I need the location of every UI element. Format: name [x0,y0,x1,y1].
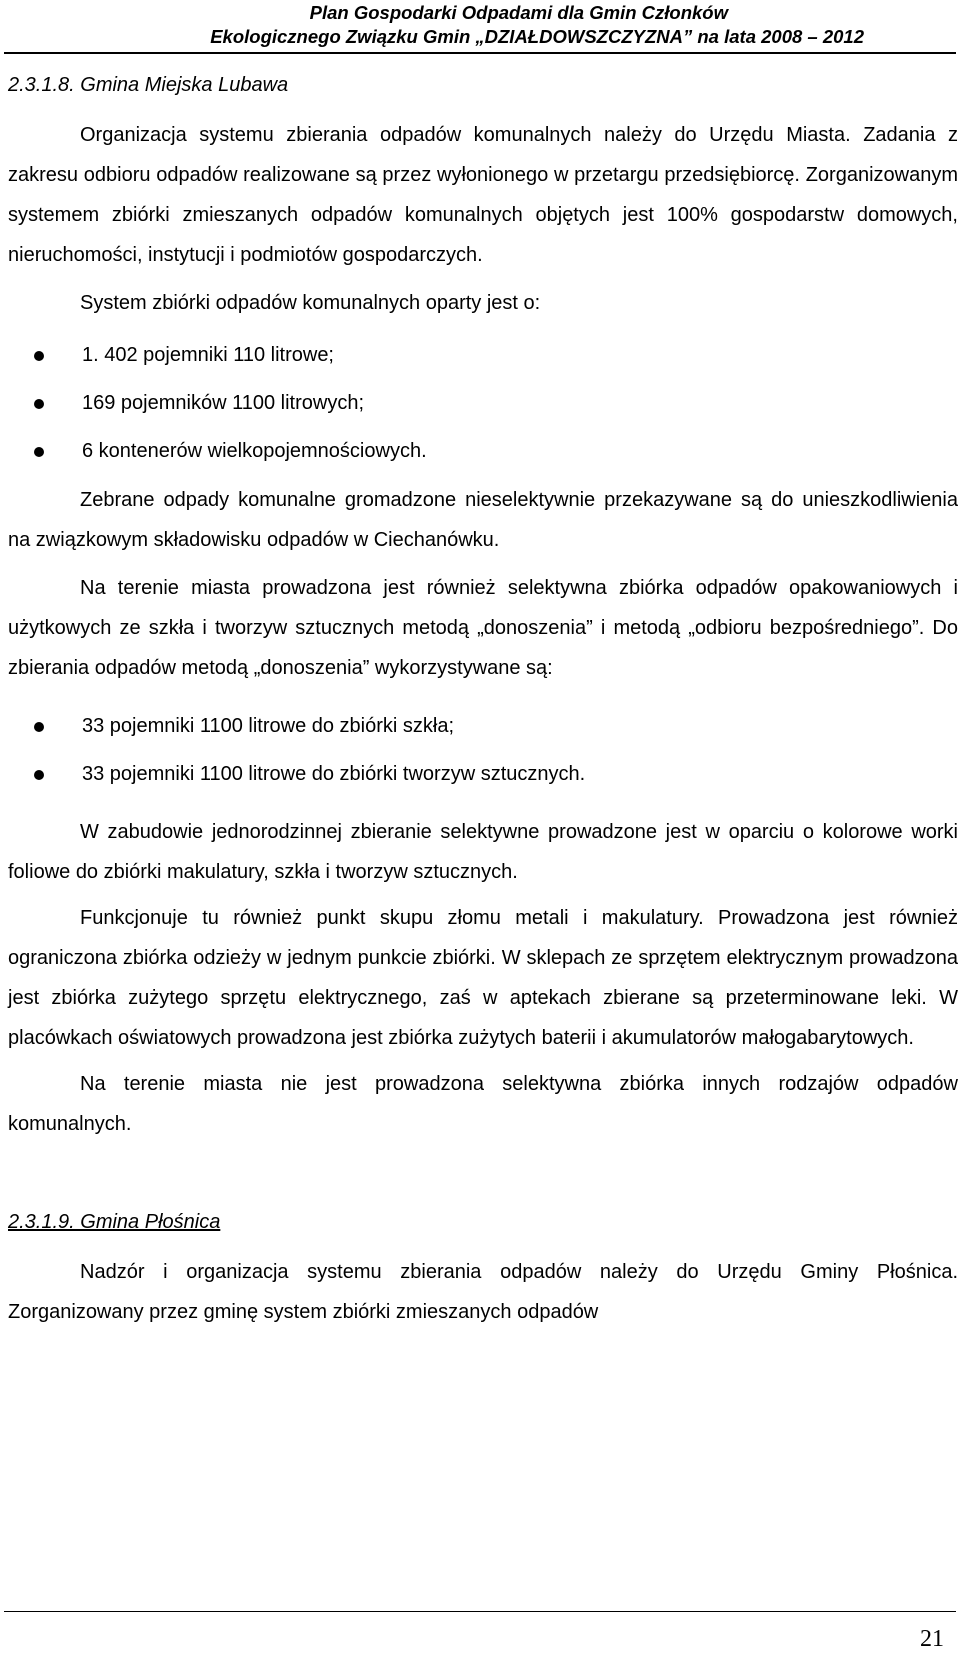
list-item-text: 6 kontenerów wielkopojemnościowych. [82,440,427,462]
list-item [8,379,958,427]
list-item [8,750,958,798]
list-item-text: 33 pojemniki 1100 litrowe do zbiórki szkła; [82,715,455,737]
page-number: 21 [920,1626,944,1652]
paragraph-selective-collection: Na terenie miasta prowadzona jest również selektywna zbiórka odpadów opakowaniowych i użytkowych ze szkła i tworzyw sztucznych metodą „donoszenia” i metodą „odbioru bezpośredniego”. Do zbierania odpadów metodą „donoszenia” wykorzystywane są: [8,577,958,679]
section-title-lubawa: 2.3.1.8. Gmina Miejska Lubawa [8,74,289,96]
list-item [8,702,958,750]
list-item [8,331,958,379]
header-divider [4,52,956,54]
bullet-icon [34,399,44,409]
paragraph-plosnica: Nadzór i organizacja systemu zbierania odpadów należy do Urzędu Gminy Płośnica. Zorganizowany przez gminę system zbiórki zmieszanych odpadów [8,1261,958,1323]
list-item-text: 169 pojemników 1100 litrowych; [82,392,365,414]
container-list [8,331,958,475]
page-header [0,0,960,56]
paragraph-system-intro: System zbiórki odpadów komunalnych oparty jest o: [80,292,541,314]
header-title-line1: Plan Gospodarki Odpadami dla Gmin Członków [309,2,728,23]
list-item-text: 1. 402 pojemniki 110 litrowe; [82,344,334,366]
paragraph-other-collection: Funkcjonuje tu również punkt skupu złomu metali i makulatury. Prowadzona jest również ograniczona zbiórka odzieży w jednym punkcie zbiórki. W sklepach ze sprzętem elektrycznym prowadzona jest zbiórka zużytego sprzętu elektrycznego, zaś w aptekach zbierane są przeterminowane leki. W placówkach oświatowych prowadzona jest zbiórka zużytych baterii i akumulatorów małogabarytowych. [8,907,958,1049]
document-body [8,70,958,1332]
paragraph-single-family: W zabudowie jednorodzinnej zbieranie selektywne prowadzone jest w oparciu o kolorowe worki foliowe do zbiórki makulatury, szkła i tworzyw sztucznych. [8,821,958,883]
footer-divider [4,1611,956,1612]
bullet-icon [34,770,44,780]
paragraph-no-other: Na terenie miasta nie jest prowadzona selektywna zbiórka innych rodzajów odpadów komunalnych. [8,1073,958,1135]
list-item-text: 33 pojemniki 1100 litrowe do zbiórki tworzyw sztucznych. [82,763,586,785]
header-title-line2: Ekologicznego Związku Gmin „DZIAŁDOWSZCZYZNA” na lata 2008 – 2012 [210,26,864,47]
bullet-icon [34,447,44,457]
section-title-plosnica: 2.3.1.9. Gmina Płośnica [8,1211,221,1233]
container-list-selective [8,702,958,798]
bullet-icon [34,722,44,732]
paragraph-organization: Organizacja systemu zbierania odpadów komunalnych należy do Urzędu Miasta. Zadania z zakresu odbioru odpadów realizowane są przez wyłonionego w przetargu przedsiębiorcę. Zorganizowanym systemem zbiórki zmieszanych odpadów komunalnych objętych jest 100% gospodarstw domowych, nieruchomości, instytucji i podmiotów gospodarczych. [8,124,958,266]
list-item [8,427,958,475]
paragraph-landfill: Zebrane odpady komunalne gromadzone nieselektywnie przekazywane są do unieszkodliwienia na związkowym składowisku odpadów w Ciechanówku. [8,489,958,551]
bullet-icon [34,351,44,361]
